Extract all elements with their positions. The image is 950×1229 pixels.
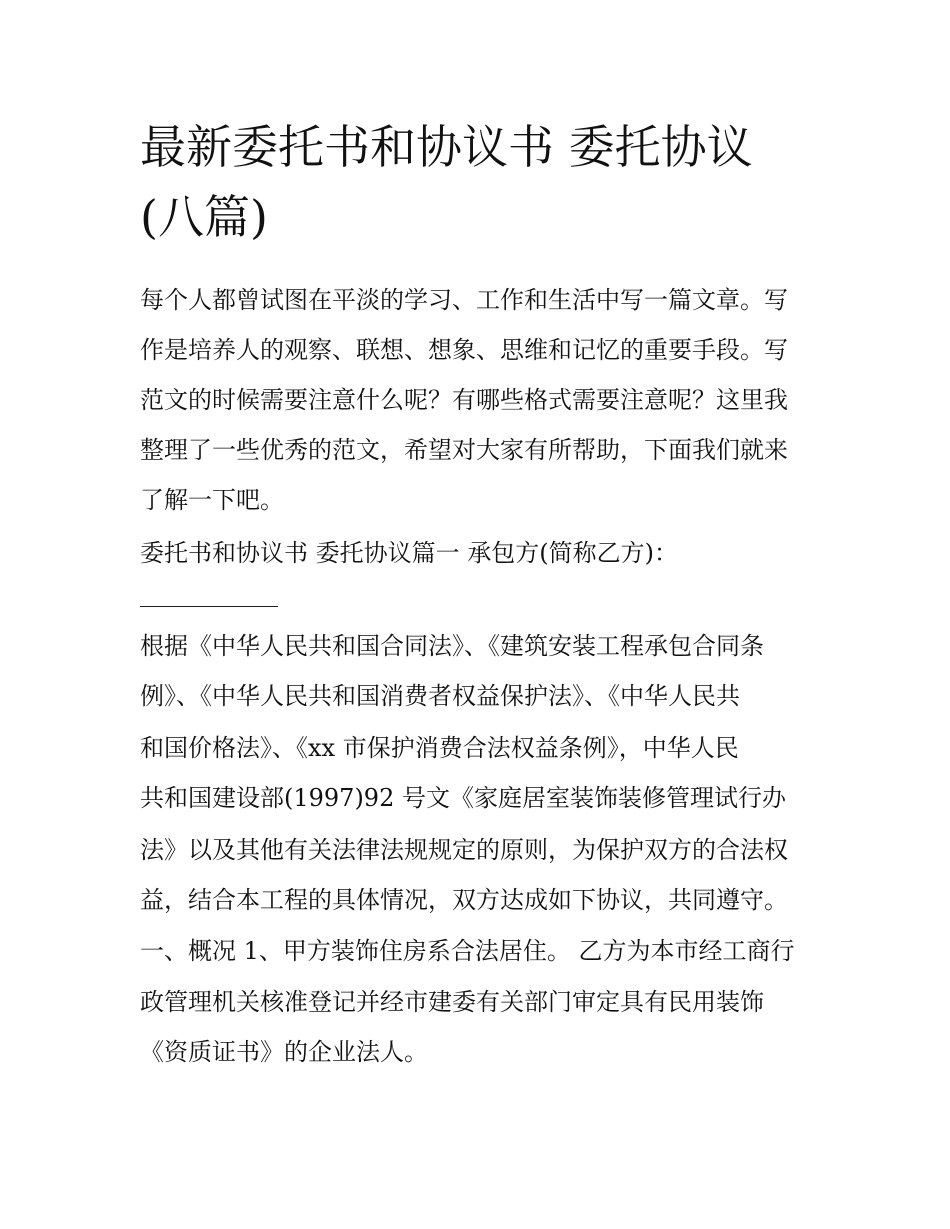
title-line-2: (八篇) [140,190,268,244]
document-title [140,112,830,252]
intro-line-5: 了解一下吧。 [140,486,284,514]
body-line-5: 法》以及其他有关法律法规规定的原则，为保护双方的合法权 [140,836,788,864]
title-line-1: 最新委托书和协议书 委托协议 [140,120,753,174]
body-line-1: 根据《中华人民共和国合同法》、《建筑安装工程承包合同条 [140,632,764,660]
body-line-3: 和国价格法》、《xx 市保护消费合法权益条例》，中华人民 [140,734,739,762]
body-line-2: 例》、《中华人民共和国消费者权益保护法》、《中华人民共 [140,682,740,710]
fill-in-blank [140,606,278,607]
intro-line-3: 范文的时候需要注意什么呢？有哪些格式需要注意呢？这里我 [140,386,788,414]
body-line-4: 共和国建设部(1997)92 号文《家庭居室装饰装修管理试行办 [140,784,786,812]
intro-line-1: 每个人都曾试图在平淡的学习、工作和生活中写一篇文章。写 [140,286,788,314]
section-heading: 委托书和协议书 委托协议篇一 承包方(简称乙方)： [140,539,678,567]
body-line-8: 政管理机关核准登记并经市建委有关部门审定具有民用装饰 [140,988,764,1016]
body-line-7: 一、概况 1、甲方装饰住房系合法居住。 乙方为本市经工商行 [140,937,795,965]
body-line-6: 益，结合本工程的具体情况，双方达成如下协议，共同遵守。 [140,886,788,914]
intro-line-2: 作是培养人的观察、联想、想象、思维和记忆的重要手段。写 [140,336,788,364]
body-line-9: 《资质证书》的企业法人。 [140,1038,428,1066]
intro-line-4: 整理了一些优秀的范文，希望对大家有所帮助，下面我们就来 [140,436,788,464]
